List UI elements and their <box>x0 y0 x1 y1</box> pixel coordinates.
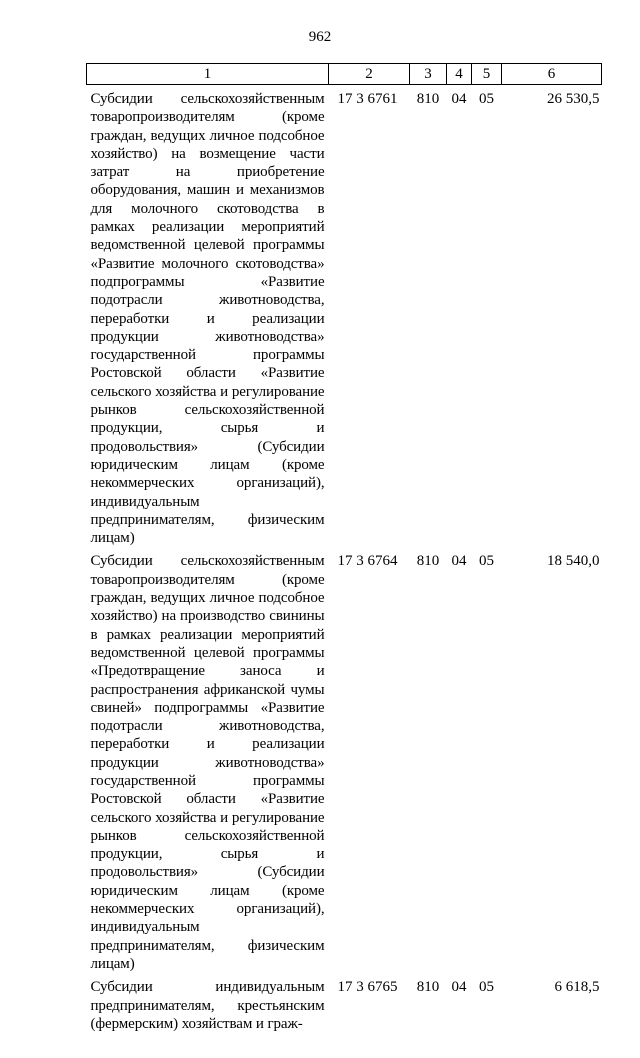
row-subsection: 05 <box>479 979 494 996</box>
column-header-3: 3 <box>410 64 447 85</box>
table-header-row <box>87 64 602 85</box>
table-row <box>87 547 602 973</box>
column-header-2: 2 <box>329 64 410 85</box>
column-header-1: 1 <box>87 64 329 85</box>
row-amount: 6 618,5 <box>554 979 600 996</box>
row-amount: 18 540,0 <box>547 553 600 570</box>
row-amount: 26 530,5 <box>547 91 600 107</box>
budget-table <box>86 63 602 1058</box>
row-expense-type: 810 <box>416 91 440 107</box>
page-number: 962 <box>308 29 332 45</box>
row-description: Субсидии сельскохозяйственным товаропроизводителям (кроме граждан, ведущих личное подсобное хозяйство) на возмещение части затрат на приобретение оборудования, машин и механизмов для молочного скотоводства в рамках реализации мероприятий ведомственной целевой программы «Развитие молочного скотоводства» подпрограммы «Развитие подотрасли животноводства, переработки и реализации продукции животноводства» государственной программы Ростовской области «Развитие сельского хозяйства и регулирование рынков сельскохозяйственной продукции, сырья и продовольствия» (Субсидии юридическим лицам (кроме некоммерческих организаций), индивидуальным предпринимателям, физическим лицам) <box>90 91 325 547</box>
row-section: 04 <box>451 91 467 107</box>
row-target-code: 17 3 6761 <box>337 91 398 107</box>
row-section: 04 <box>451 553 467 570</box>
column-header-5: 5 <box>472 64 502 85</box>
row-description: Субсидии индивидуальным предпринимателям, крестьянским (фермерским) хозяйствам и граж- <box>90 979 325 1032</box>
row-target-code: 17 3 6764 <box>337 553 398 570</box>
row-target-code: 17 3 6765 <box>337 979 398 996</box>
table-row <box>87 973 602 1058</box>
row-expense-type: 810 <box>416 553 440 570</box>
column-header-4: 4 <box>447 64 472 85</box>
row-expense-type: 810 <box>416 979 440 996</box>
row-subsection: 05 <box>479 553 494 570</box>
row-subsection: 05 <box>479 91 494 107</box>
column-header-6: 6 <box>502 64 602 85</box>
row-section: 04 <box>451 979 467 996</box>
row-description: Субсидии сельскохозяйственным товаропроизводителям (кроме граждан, ведущих личное подсобное хозяйство) на производство свинины в рамках реализации мероприятий ведомственной целевой программы «Предотвращение заноса и распространения африканской чумы свиней» подпрограммы «Развитие подотрасли животноводства, переработки и реализации продукции животноводства» государственной программы Ростовской области «Развитие сельского хозяйства и регулирование рынков сельскохозяйственной продукции, сырья и продовольствия» (Субсидии юридическим лицам (кроме некоммерческих организаций), индивидуальным предпринимателям, физическим лицам) <box>90 553 325 972</box>
table-row <box>87 85 602 548</box>
